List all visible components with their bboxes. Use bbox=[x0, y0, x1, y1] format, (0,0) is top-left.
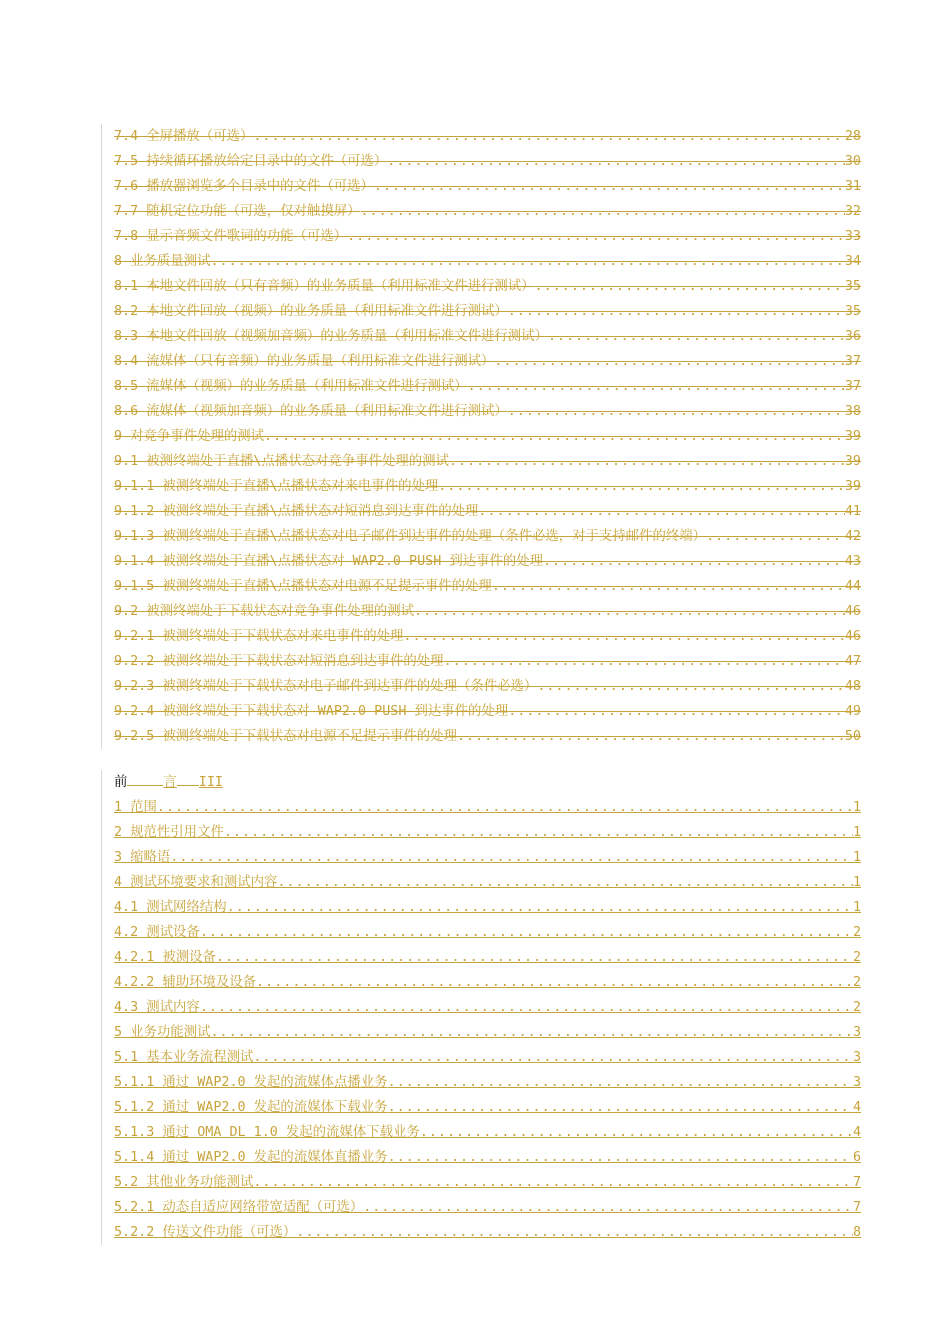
toc-entry-title: 4.2 测试设备 bbox=[114, 925, 200, 940]
toc-entry[interactable] bbox=[114, 199, 861, 224]
toc-entry-title: 9.1.3 被测终端处于直播\点播状态对电子邮件到达事件的处理（条件必选，对于支持邮件的终端） bbox=[114, 529, 707, 544]
toc-entry-page: 38 bbox=[844, 404, 861, 419]
toc-entry-page: 46 bbox=[844, 629, 861, 644]
toc-entry[interactable] bbox=[114, 1095, 861, 1120]
toc-entry-title: 8 业务质量测试 bbox=[114, 254, 211, 269]
toc-leader-dots bbox=[457, 724, 845, 749]
toc-entry-page: 35 bbox=[844, 304, 861, 319]
toc-entry[interactable] bbox=[114, 449, 861, 474]
toc-entry-page: 33 bbox=[844, 229, 861, 244]
toc-leader-dots bbox=[508, 299, 845, 324]
toc-entry-page: 4 bbox=[852, 1125, 861, 1140]
toc-entry[interactable] bbox=[114, 895, 861, 920]
toc-entry-title: 9.2 被测终端处于下载状态对竞争事件处理的测试 bbox=[114, 604, 415, 619]
toc-entry-page: 48 bbox=[844, 679, 861, 694]
toc-entry[interactable] bbox=[114, 1220, 861, 1245]
toc-leader-dots bbox=[543, 549, 845, 574]
toc-entry-title: 4.3 测试内容 bbox=[114, 1000, 200, 1015]
toc-entry[interactable] bbox=[114, 499, 861, 524]
toc-leader-dots bbox=[414, 599, 845, 624]
toc-entry-page: 37 bbox=[844, 354, 861, 369]
toc-leader-dots bbox=[508, 399, 845, 424]
toc-entry-foreword[interactable] bbox=[114, 770, 861, 795]
toc-entry-page: 35 bbox=[844, 279, 861, 294]
toc-entry-title: 7.7 随机定位功能（可选，仅对触摸屏） bbox=[114, 204, 361, 219]
toc-entry-page: 46 bbox=[844, 604, 861, 619]
toc-leader-dots bbox=[200, 995, 853, 1020]
toc-entry-page: 37 bbox=[844, 379, 861, 394]
toc-entry-title: 9.1.4 被测终端处于直播\点播状态对 WAP2.0 PUSH 到达事件的处理 bbox=[114, 554, 544, 569]
toc-leader-dots bbox=[444, 649, 845, 674]
toc-leader-dots bbox=[387, 149, 845, 174]
toc-entry-title: 9.1.2 被测终端处于直播\点播状态对短消息到达事件的处理 bbox=[114, 504, 479, 519]
toc-entry-title: 4.2.2 辅助环境及设备 bbox=[114, 975, 257, 990]
toc-entry-title: 2 规范性引用文件 bbox=[114, 825, 224, 840]
toc-leader-dots bbox=[253, 1170, 853, 1195]
toc-entry[interactable] bbox=[114, 349, 861, 374]
toc-entry[interactable] bbox=[114, 474, 861, 499]
toc-leader-dots bbox=[264, 424, 845, 449]
toc-leader-dots bbox=[253, 1045, 853, 1070]
toc-entry-page: 2 bbox=[852, 1000, 861, 1015]
toc-entry-title: 9.1 被测终端处于直播\点播状态对竞争事件处理的测试 bbox=[114, 454, 449, 469]
toc-entry[interactable] bbox=[114, 424, 861, 449]
toc-entry[interactable] bbox=[114, 399, 861, 424]
toc-entry-title: 5.1.2 通过 WAP2.0 发起的流媒体下载业务 bbox=[114, 1100, 388, 1115]
toc-entry-page: 1 bbox=[852, 800, 861, 815]
toc-leader-dots bbox=[706, 524, 845, 549]
toc-entry-title: 7.4 全屏播放（可选） bbox=[114, 129, 254, 144]
toc-entry-page: 47 bbox=[844, 654, 861, 669]
toc-entry-page: 32 bbox=[844, 204, 861, 219]
toc-entry-page: 28 bbox=[844, 129, 861, 144]
toc-entry-page: 2 bbox=[852, 950, 861, 965]
toc-entry-title: 5.2.2 传送文件功能（可选） bbox=[114, 1225, 297, 1240]
toc-entry-title: 8.3 本地文件回放（视频加音频）的业务质量（利用标准文件进行测试） bbox=[114, 329, 548, 344]
toc-entry-title: 4 测试环境要求和测试内容 bbox=[114, 875, 278, 890]
toc-entry-title: 3 缩略语 bbox=[114, 850, 171, 865]
toc-entry[interactable] bbox=[114, 174, 861, 199]
toc-leader-dots bbox=[210, 249, 844, 274]
toc-leader-dots bbox=[388, 1095, 853, 1120]
toc-entry[interactable] bbox=[114, 299, 861, 324]
toc-leader-dots bbox=[438, 474, 845, 499]
toc-entry[interactable] bbox=[114, 324, 861, 349]
toc-entry-page: 7 bbox=[852, 1200, 861, 1215]
toc-entry-page: 41 bbox=[844, 504, 861, 519]
toc-entry-title: 5.1.1 通过 WAP2.0 发起的流媒体点播业务 bbox=[114, 1075, 388, 1090]
toc-leader-dots bbox=[492, 574, 845, 599]
toc-entry[interactable] bbox=[114, 1195, 861, 1220]
toc-entry-title: 8.6 流媒体（视频加音频）的业务质量（利用标准文件进行测试） bbox=[114, 404, 508, 419]
toc-entry[interactable] bbox=[114, 1020, 861, 1045]
toc-entry-page: 31 bbox=[844, 179, 861, 194]
toc-inserted-block bbox=[101, 770, 861, 1245]
toc-leader-dots bbox=[388, 1145, 853, 1170]
toc-entry[interactable] bbox=[114, 724, 861, 749]
toc-leader-dots bbox=[548, 324, 845, 349]
toc-entry[interactable] bbox=[114, 970, 861, 995]
toc-entry-page: 50 bbox=[844, 729, 861, 744]
toc-entry-title: 9.1.5 被测终端处于直播\点播状态对电源不足提示事件的处理 bbox=[114, 579, 492, 594]
toc-entry[interactable] bbox=[114, 124, 861, 149]
toc-entry-page: 49 bbox=[844, 704, 861, 719]
toc-entry[interactable] bbox=[114, 820, 861, 845]
toc-entry-title: 7.8 显示音频文件歌词的功能（可选） bbox=[114, 229, 348, 244]
toc-entry-title: 4.2.1 被测设备 bbox=[114, 950, 216, 965]
toc-entry-page: 42 bbox=[844, 529, 861, 544]
toc-leader-dots bbox=[224, 820, 853, 845]
toc-entry-title: 8.1 本地文件回放（只有音频）的业务质量（利用标准文件进行测试） bbox=[114, 279, 535, 294]
toc-entry[interactable] bbox=[114, 524, 861, 549]
toc-entry[interactable] bbox=[114, 224, 861, 249]
toc-entry[interactable] bbox=[114, 574, 861, 599]
toc-entry-title: 9 对竞争事件处理的测试 bbox=[114, 429, 265, 444]
toc-leader-dots bbox=[537, 674, 845, 699]
foreword-page: III bbox=[198, 775, 223, 790]
toc-entry-page: 39 bbox=[844, 479, 861, 494]
toc-leader-dots bbox=[403, 624, 844, 649]
toc-entry-title: 7.6 播放器浏览多个目录中的文件（可选） bbox=[114, 179, 374, 194]
toc-entry-page: 39 bbox=[844, 454, 861, 469]
toc-leader-dots bbox=[170, 845, 853, 870]
toc-entry-page: 1 bbox=[852, 850, 861, 865]
toc-entry[interactable] bbox=[114, 1145, 861, 1170]
toc-entry[interactable] bbox=[114, 599, 861, 624]
toc-entry-page: 1 bbox=[852, 900, 861, 915]
toc-entry[interactable] bbox=[114, 1045, 861, 1070]
toc-entry[interactable] bbox=[114, 649, 861, 674]
toc-entry[interactable] bbox=[114, 249, 861, 274]
toc-entry[interactable] bbox=[114, 1170, 861, 1195]
toc-entry-page: 3 bbox=[852, 1050, 861, 1065]
toc-entry-title: 9.2.1 被测终端处于下载状态对来电事件的处理 bbox=[114, 629, 404, 644]
toc-entry-page: 3 bbox=[852, 1075, 861, 1090]
toc-leader-dots bbox=[363, 1195, 853, 1220]
toc-entry[interactable] bbox=[114, 1120, 861, 1145]
toc-leader-dots bbox=[420, 1120, 853, 1145]
toc-entry-page: 8 bbox=[852, 1225, 861, 1240]
toc-entry-page: 3 bbox=[852, 1025, 861, 1040]
toc-entry[interactable] bbox=[114, 995, 861, 1020]
toc-leader-dots bbox=[388, 1070, 853, 1095]
toc-entry-page: 1 bbox=[852, 825, 861, 840]
toc-entry-title: 5 业务功能测试 bbox=[114, 1025, 211, 1040]
toc-entry-page: 44 bbox=[844, 579, 861, 594]
toc-leader-dots bbox=[361, 199, 845, 224]
toc-entry-title: 7.5 持续循环播放给定目录中的文件（可选） bbox=[114, 154, 388, 169]
toc-entry-title: 9.2.3 被测终端处于下载状态对电子邮件到达事件的处理（条件必选） bbox=[114, 679, 538, 694]
toc-entry-title: 9.2.5 被测终端处于下载状态对电源不足提示事件的处理 bbox=[114, 729, 457, 744]
foreword-char-1: 前 bbox=[114, 775, 128, 790]
toc-entry[interactable] bbox=[114, 549, 861, 574]
toc-entry-title: 8.5 流媒体（视频）的业务质量（利用标准文件进行测试） bbox=[114, 379, 468, 394]
toc-leader-dots bbox=[227, 895, 853, 920]
toc-entry[interactable] bbox=[114, 624, 861, 649]
toc-leader-dots bbox=[347, 224, 845, 249]
foreword-char-2: 言 bbox=[163, 775, 177, 790]
toc-leader-dots bbox=[253, 124, 845, 149]
toc-entry-page: 43 bbox=[844, 554, 861, 569]
toc-leader-dots bbox=[494, 349, 844, 374]
toc-entry[interactable] bbox=[114, 1070, 861, 1095]
toc-entry-title: 4.1 测试网络结构 bbox=[114, 900, 227, 915]
toc-entry[interactable] bbox=[114, 870, 861, 895]
toc-entry-title: 5.2.1 动态自适应网络带宽适配（可选） bbox=[114, 1200, 364, 1215]
toc-leader-dots bbox=[157, 795, 853, 820]
toc-entry-page: 36 bbox=[844, 329, 861, 344]
toc-entry[interactable] bbox=[114, 674, 861, 699]
toc-entry-title: 8.2 本地文件回放（视频）的业务质量（利用标准文件进行测试） bbox=[114, 304, 508, 319]
toc-entry-title: 8.4 流媒体（只有音频）的业务质量（利用标准文件进行测试） bbox=[114, 354, 495, 369]
toc-entry[interactable] bbox=[114, 795, 861, 820]
toc-entry-page: 39 bbox=[844, 429, 861, 444]
toc-leader-dots bbox=[210, 1020, 852, 1045]
toc-leader-dots bbox=[296, 1220, 853, 1245]
toc-entry-page: 4 bbox=[852, 1100, 861, 1115]
toc-leader-dots bbox=[468, 374, 845, 399]
toc-entry[interactable] bbox=[114, 149, 861, 174]
toc-leader-dots bbox=[200, 920, 853, 945]
toc-entry-page: 2 bbox=[852, 975, 861, 990]
toc-leader-dots bbox=[449, 449, 845, 474]
toc-leader-dots bbox=[374, 174, 845, 199]
toc-leader-dots bbox=[535, 274, 845, 299]
toc-entry[interactable] bbox=[114, 945, 861, 970]
toc-entry-title: 1 范围 bbox=[114, 800, 157, 815]
toc-leader-dots bbox=[216, 945, 853, 970]
toc-entry-page: 34 bbox=[844, 254, 861, 269]
toc-entry-title: 5.1.4 通过 WAP2.0 发起的流媒体直播业务 bbox=[114, 1150, 388, 1165]
toc-entry[interactable] bbox=[114, 274, 861, 299]
toc-entry-title: 9.2.2 被测终端处于下载状态对短消息到达事件的处理 bbox=[114, 654, 444, 669]
toc-entry-page: 7 bbox=[852, 1175, 861, 1190]
toc-entry-title: 5.2 其他业务功能测试 bbox=[114, 1175, 254, 1190]
toc-entry[interactable] bbox=[114, 374, 861, 399]
toc-leader-dots bbox=[256, 970, 853, 995]
toc-entry-title: 9.2.4 被测终端处于下载状态对 WAP2.0 PUSH 到达事件的处理 bbox=[114, 704, 509, 719]
toc-entry-page: 2 bbox=[852, 925, 861, 940]
toc-entry-title: 5.1 基本业务流程测试 bbox=[114, 1050, 254, 1065]
toc-entry-title: 9.1.1 被测终端处于直播\点播状态对来电事件的处理 bbox=[114, 479, 439, 494]
toc-entry-title: 5.1.3 通过 OMA DL 1.0 发起的流媒体下载业务 bbox=[114, 1125, 420, 1140]
toc-leader-dots bbox=[277, 870, 853, 895]
toc-entry[interactable] bbox=[114, 699, 861, 724]
toc-leader-dots bbox=[478, 499, 844, 524]
toc-entry-page: 6 bbox=[852, 1150, 861, 1165]
toc-leader-dots bbox=[508, 699, 845, 724]
toc-entry-page: 30 bbox=[844, 154, 861, 169]
toc-entry-page: 1 bbox=[852, 875, 861, 890]
toc-deleted-block bbox=[101, 124, 861, 749]
toc-entry[interactable] bbox=[114, 920, 861, 945]
toc-entry[interactable] bbox=[114, 845, 861, 870]
